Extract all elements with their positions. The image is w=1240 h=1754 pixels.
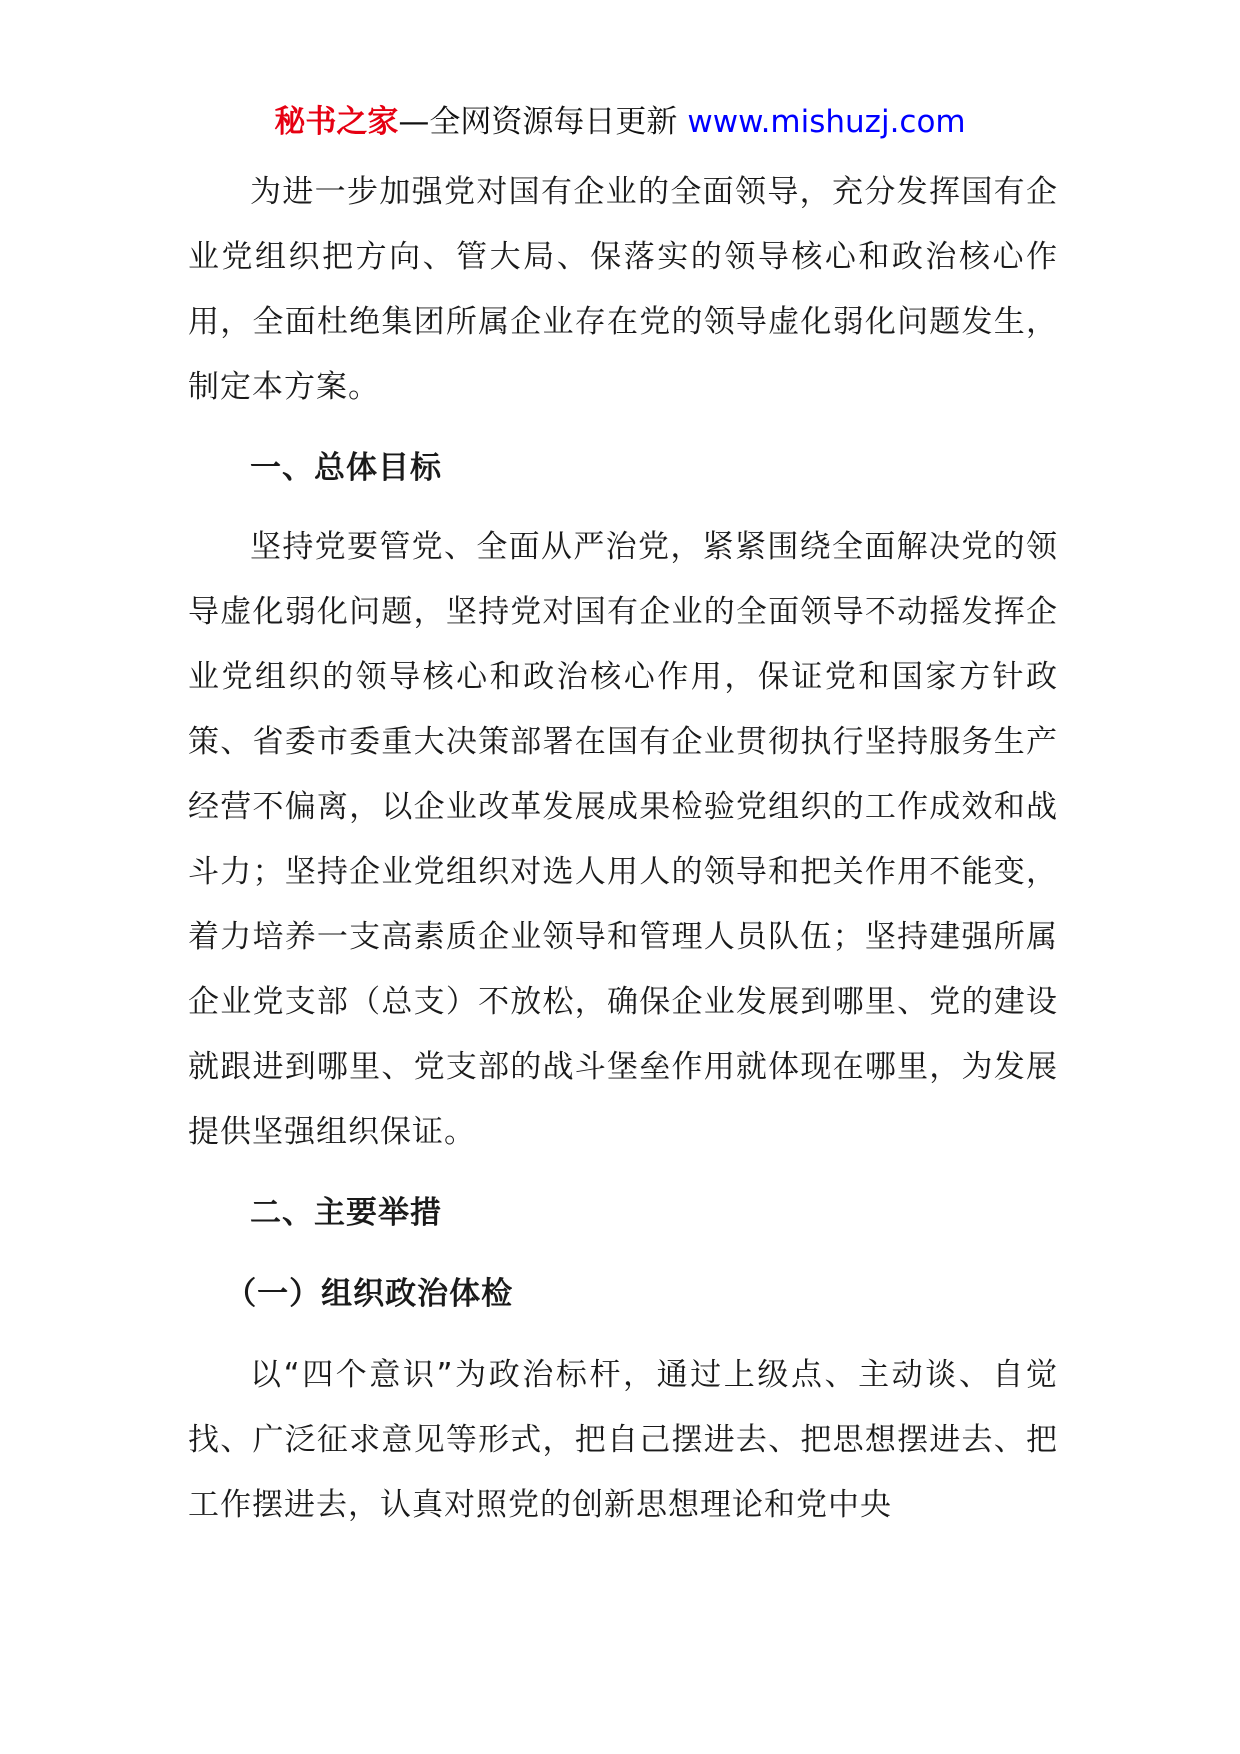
subsection-heading-political-checkup: （一）组织政治体检: [225, 1276, 514, 1312]
intro-paragraph: 为进一步加强党对国有企业的全面领导，充分发挥国有企业党组织把方向、管大局、保落实的领导核心和政治核心作用，全面杜绝集团所属企业存在党的领导虚化弱化问题发生，制定本方案。: [188, 174, 1058, 405]
section-heading-overall-goal: 一、总体目标: [250, 450, 442, 486]
subsection-paragraph-political-checkup: 以“四个意识”为政治标杆，通过上级点、主动谈、自觉找、广泛征求意见等形式，把自己摆进去、把思想摆进去、把工作摆进去，认真对照党的创新思想理论和党中央: [188, 1357, 1058, 1523]
header-slogan: —全网资源每日更新: [398, 104, 678, 140]
document-body: [188, 160, 1058, 1538]
section-paragraph-overall-goal: 坚持党要管党、全面从严治党，紧紧围绕全面解决党的领导虚化弱化问题，坚持党对国有企业的全面领导不动摇发挥企业党组织的领导核心和政治核心作用，保证党和国家方针政策、省委市委重大决策部署在国有企业贯彻执行坚持服务生产经营不偏离，以企业改革发展成果检验党组织的工作成效和战斗力；坚持企业党组织对选人用人的领导和把关作用不能变，着力培养一支高素质企业领导和管理人员队伍；坚持建强所属企业党支部（总支）不放松，确保企业发展到哪里、党的建设就跟进到哪里、党支部的战斗堡垒作用就体现在哪里，为发展提供坚强组织保证。: [188, 529, 1058, 1150]
section-heading-main-measures: 二、主要举措: [250, 1195, 442, 1231]
page-header: [0, 100, 1240, 144]
website-link[interactable]: www.mishuzj.com: [687, 104, 966, 140]
brand-name: 秘书之家: [274, 104, 399, 140]
